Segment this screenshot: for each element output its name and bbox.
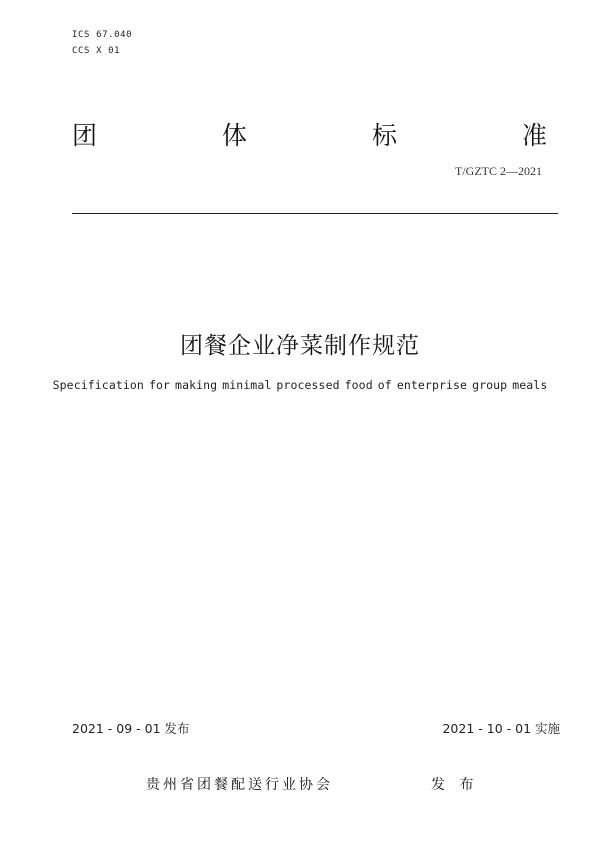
ics-code: ICS 67.040 — [72, 30, 133, 40]
header-divider — [72, 213, 558, 214]
standard-type-char-2: 体 — [222, 121, 248, 150]
ccs-code: CCS X 01 — [72, 46, 121, 56]
standard-type-char-1: 团 — [72, 121, 98, 150]
standard-number: T/GZTC 2—2021 — [455, 164, 542, 178]
standard-type-char-4: 准 — [522, 121, 548, 150]
publish-date: 2021 - 09 - 01 发布 — [72, 721, 190, 736]
effective-date: 2021 - 10 - 01 实施 — [442, 721, 560, 736]
document-title-chinese: 团餐企业净菜制作规范 — [180, 333, 420, 359]
publisher-action: 发 布 — [431, 777, 479, 793]
publisher-name: 贵州省团餐配送行业协会 — [146, 777, 333, 793]
standard-type-char-3: 标 — [372, 121, 398, 150]
document-title-english: Specification for making minimal processed food of enterprise group meals — [52, 378, 548, 392]
